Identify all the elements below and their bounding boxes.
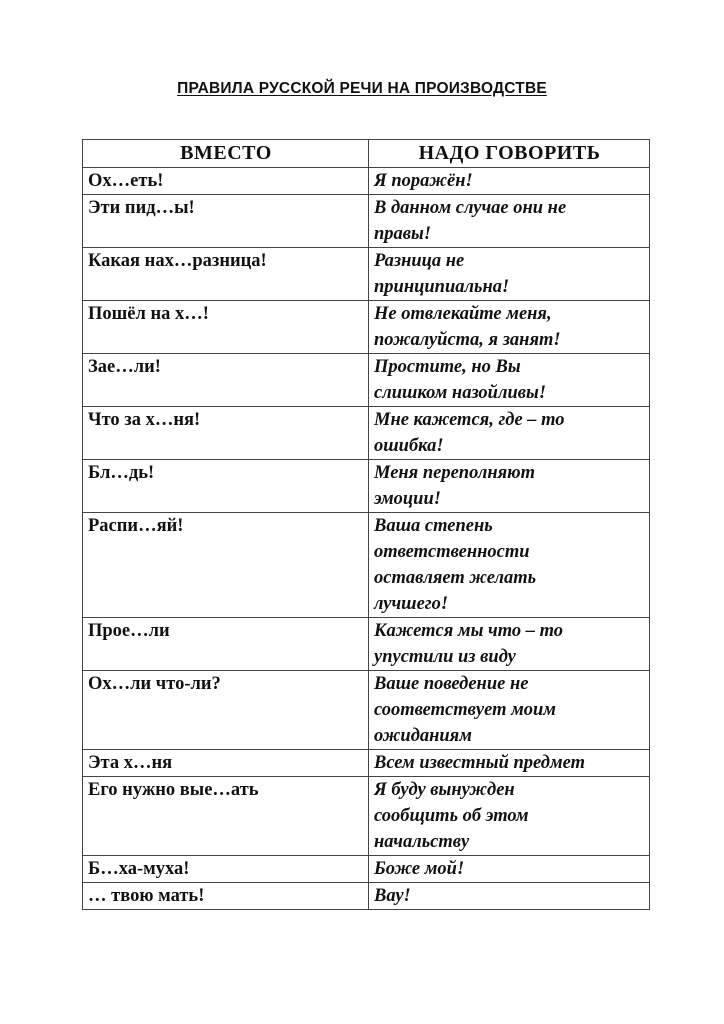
cell-should-say [369, 168, 650, 195]
cell-line: Простите, но Вы [374, 357, 521, 377]
cell-line: Вау! [374, 886, 411, 906]
cell-line: ответственности [374, 542, 530, 562]
table-row [83, 168, 650, 195]
cell-line: соответствует моим [374, 700, 556, 720]
cell-line: слишком назойливы! [374, 383, 547, 403]
cell-should-say [369, 460, 650, 513]
cell-instead: … твою мать! [83, 883, 369, 910]
cell-line: эмоции! [374, 489, 441, 509]
table-row [83, 671, 650, 750]
cell-instead: Ох…ли что-ли? [83, 671, 369, 750]
cell-line: Всем известный предмет [374, 753, 585, 773]
cell-line: Кажется мы что – то [374, 621, 564, 641]
cell-line: начальству [374, 832, 470, 852]
cell-line: пожалуйста, я занят! [374, 330, 561, 350]
cell-should-say [369, 513, 650, 618]
table-row [83, 856, 650, 883]
table-row [83, 407, 650, 460]
table-row [83, 777, 650, 856]
cell-instead: Зае…ли! [83, 354, 369, 407]
cell-should-say [369, 618, 650, 671]
cell-should-say [369, 301, 650, 354]
header-should-say: НАДО ГОВОРИТЬ [369, 140, 650, 168]
table-row [83, 248, 650, 301]
cell-should-say [369, 856, 650, 883]
cell-should-say [369, 777, 650, 856]
cell-line: Не отвлекайте меня, [374, 304, 552, 324]
phrases-table [82, 139, 650, 910]
table-row [83, 354, 650, 407]
cell-instead: Ох…еть! [83, 168, 369, 195]
cell-instead: Б…ха-муха! [83, 856, 369, 883]
cell-line: принципиальна! [374, 277, 510, 297]
cell-line: Боже мой! [374, 859, 465, 879]
table-row [83, 883, 650, 910]
document-title-text: ПРАВИЛА РУССКОЙ РЕЧИ НА ПРОИЗВОДСТВЕ [177, 80, 547, 97]
cell-should-say [369, 195, 650, 248]
cell-instead: Прое…ли [83, 618, 369, 671]
cell-instead: Эта х…ня [83, 750, 369, 777]
table-row [83, 301, 650, 354]
cell-line: Я поражён! [374, 171, 473, 191]
cell-line: Разница не [374, 251, 465, 271]
cell-line: Мне кажется, где – то [374, 410, 565, 430]
cell-line: ожиданиям [374, 726, 472, 746]
cell-line: Ваше поведение не [374, 674, 529, 694]
table-row [83, 513, 650, 618]
cell-line: Меня переполняют [374, 463, 536, 483]
cell-should-say [369, 354, 650, 407]
cell-line: лучшего! [374, 594, 449, 614]
cell-instead: Пошёл на х…! [83, 301, 369, 354]
cell-instead: Распи…яй! [83, 513, 369, 618]
cell-line: сообщить об этом [374, 806, 529, 826]
header-instead: ВМЕСТО [83, 140, 369, 168]
table-row [83, 618, 650, 671]
cell-instead: Какая нах…разница! [83, 248, 369, 301]
cell-line: правы! [374, 224, 432, 244]
document-title [0, 80, 724, 98]
cell-should-say [369, 671, 650, 750]
cell-line: оставляет желать [374, 568, 537, 588]
table-row [83, 750, 650, 777]
cell-line: упустили из виду [374, 647, 516, 667]
cell-should-say [369, 407, 650, 460]
cell-line: Ваша степень [374, 516, 493, 536]
cell-should-say [369, 750, 650, 777]
cell-instead: Бл…дь! [83, 460, 369, 513]
cell-line: Я буду вынужден [374, 780, 515, 800]
cell-instead: Эти пид…ы! [83, 195, 369, 248]
cell-line: В данном случае они не [374, 198, 567, 218]
table-header-row [83, 140, 650, 168]
cell-should-say [369, 883, 650, 910]
cell-line: ошибка! [374, 436, 444, 456]
cell-instead: Что за х…ня! [83, 407, 369, 460]
cell-should-say [369, 248, 650, 301]
cell-instead: Его нужно вые…ать [83, 777, 369, 856]
table-row [83, 195, 650, 248]
table-row [83, 460, 650, 513]
